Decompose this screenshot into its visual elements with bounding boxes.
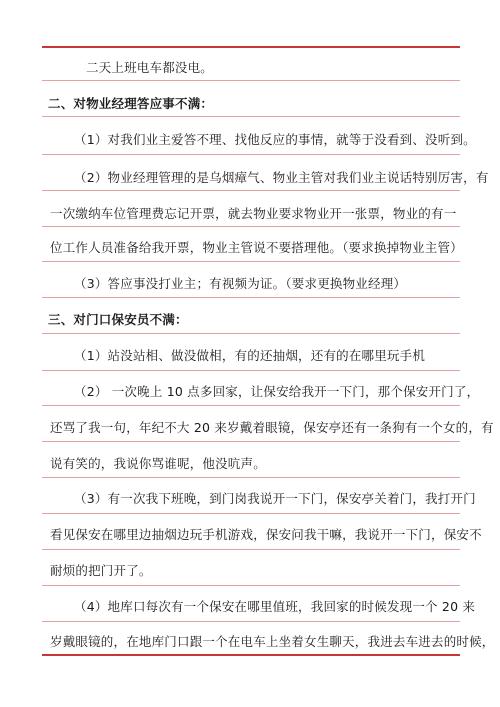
rule-line — [42, 441, 460, 442]
rule-line — [42, 333, 460, 334]
bottom-border — [42, 654, 460, 656]
text-line: （4）地库口每次有一个保安在哪里值班，我回家的时候发现一个 20 来 — [74, 599, 476, 614]
rule-line — [42, 80, 460, 81]
rule-line — [42, 226, 460, 227]
text-line: 看见保安在哪里边抽烟边玩手机游戏，保安问我干嘛，我说开一下门，保安不 — [50, 527, 482, 542]
text-line: 一次缴纳车位管理费忘记开票，就去物业要求物业开一张票，物业的有一 — [50, 206, 457, 221]
text-line: （1）站没站相、做没做相，有的还抽烟，还有的在哪里玩手机 — [74, 348, 426, 363]
text-line: 耐烦的把门开了。 — [50, 563, 152, 578]
rule-line — [42, 585, 460, 586]
rule-line — [42, 370, 460, 371]
section-heading: 二、对物业经理答应事不满： — [48, 96, 214, 111]
rule-line — [42, 405, 460, 406]
text-line: 位工作人员准备给我开票，物业主管说不要搭理他。（要求换掉物业主管） — [50, 240, 463, 255]
text-line: （3）有一次我下班晚，到门岗我说开一下门，保安亭关着门，我打开门 — [74, 491, 476, 506]
rule-line — [42, 261, 460, 262]
rule-line — [42, 477, 460, 478]
text-line: 说有笑的，我说你骂谁呢，他没吭声。 — [50, 456, 266, 471]
rule-line — [42, 621, 460, 622]
text-line: 还骂了我一句，年纪不大 20 来岁戴着眼镜，保安亭还有一条狗有一个女的，有 — [50, 420, 494, 435]
text-line: （2）物业经理管理的是乌烟瘴气、物业主管对我们业主说话特别厉害，有 — [74, 170, 489, 185]
rule-line — [42, 513, 460, 514]
top-border — [42, 46, 460, 48]
text-line: （2） 一次晚上 10 点多回家，让保安给我开一下门，那个保安开门了， — [74, 384, 480, 399]
text-line: 岁戴眼镜的，在地库门口跟一个在电车上坐着女生聊天，我进去车进去的时候， — [50, 634, 495, 649]
rule-line — [42, 297, 460, 298]
section-heading: 三、对门口保安员不满： — [48, 312, 188, 327]
rule-line — [42, 154, 460, 155]
rule-line — [42, 116, 460, 117]
text-line: （1）对我们业主爱答不理、找他反应的事情，就等于没看到、没听到。 — [74, 132, 476, 147]
text-line: （3）答应事没打业主；有视频为证。（要求更换物业经理） — [74, 276, 407, 291]
text-line: 二天上班电车都没电。 — [86, 60, 214, 75]
rule-line — [42, 549, 460, 550]
rule-line — [42, 190, 460, 191]
